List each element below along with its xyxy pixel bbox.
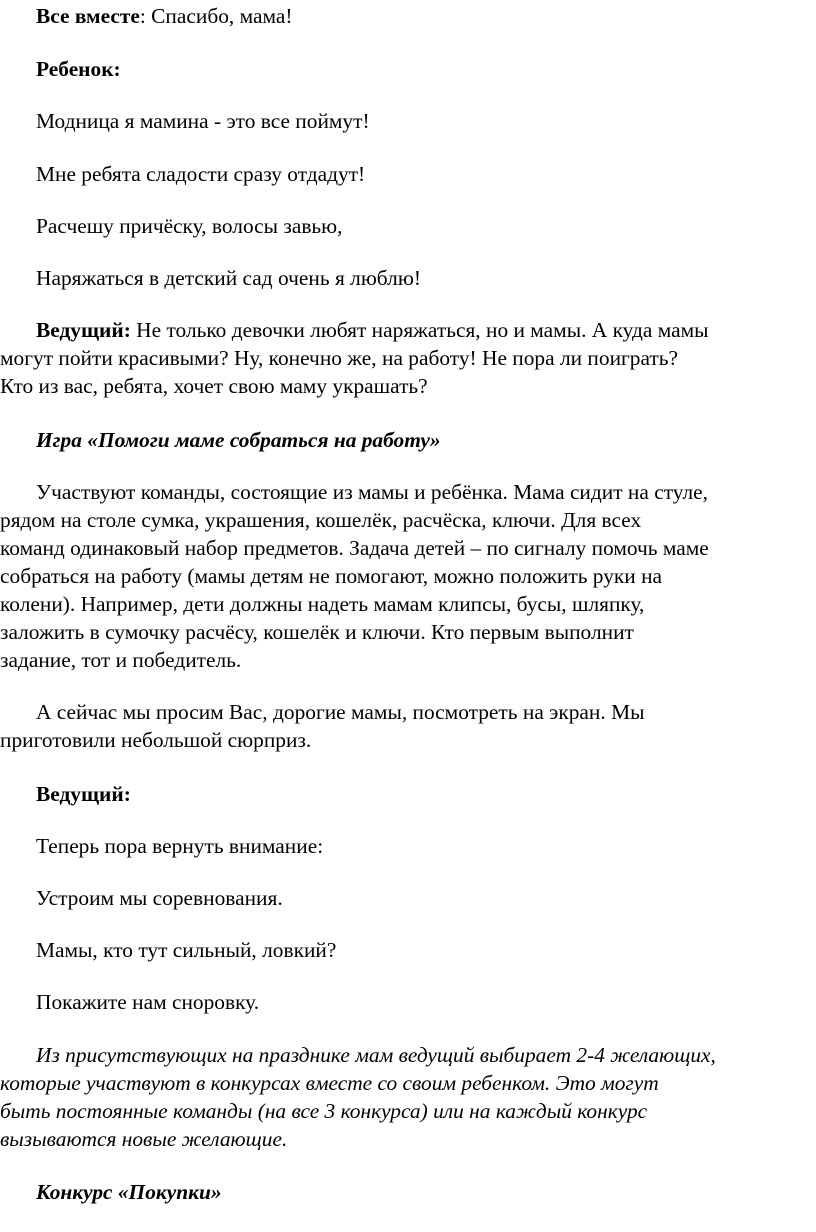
game-heading: Игра «Помоги маме собраться на работу»	[36, 428, 441, 452]
poem-line: Устроим мы соревнования.	[36, 886, 283, 910]
paragraph-surprise: А сейчас мы просим Вас, дорогие мамы, посмотреть на экран. Мы приготовили небольшой сюрприз.	[0, 700, 645, 752]
contest-heading: Конкурс «Покупки»	[36, 1180, 222, 1204]
paragraph-child-speaker	[0, 55, 816, 83]
paragraph-stage-direction: Из присутствующих на празднике мам ведущий выбирает 2-4 желающих, которые участвуют в конкурсах вместе со своим ребенком. Это могут быть постоянные команды (на все 3 конкурса) или на каждый конкурс вызываются новые желающие.	[0, 1043, 716, 1151]
paragraph-game-description: Участвуют команды, состоящие из мамы и ребёнка. Мама сидит на стуле, рядом на столе сумка, украшения, кошелёк, расчёска, ключи. Для всех команд одинаковый набор предметов. Задача детей – по сигналу помочь маме собраться на работу (мамы детям не помогают, можно положить руки на колени). Например, дети должны надеть мамам клипсы, бусы, шляпку, заложить в сумочку расчёсу, кошелёк и ключи. Кто первым выполнит задание, тот и победитель.	[0, 480, 709, 672]
poem-line: Теперь пора вернуть внимание:	[36, 834, 324, 858]
paragraph-all-together	[0, 2, 816, 30]
speaker-label: Все вместе	[36, 4, 140, 28]
speaker-label: Ребенок:	[36, 57, 121, 81]
poem-line: Покажите нам сноровку.	[36, 990, 260, 1014]
paragraph-host-speaker	[0, 780, 816, 808]
speaker-label: Ведущий:	[36, 318, 131, 342]
poem-line: Модница я мамина - это все поймут!	[36, 109, 370, 133]
poem-line: Наряжаться в детский сад очень я люблю!	[36, 266, 421, 290]
poem-line: Мамы, кто тут сильный, ловкий?	[36, 938, 337, 962]
paragraph-text: : Спасибо, мама!	[139, 4, 293, 28]
poem-line: Расчешу причёску, волосы завью,	[36, 214, 343, 238]
paragraph-host-speech: Ведущий: Не только девочки любят наряжаться, но и мамы. А куда мамы могут пойти красивыми? Ну, конечно же, на работу! Не пора ли поиграть? Кто из вас, ребята, хочет свою маму украшать?	[0, 318, 709, 398]
speaker-label: Ведущий:	[36, 782, 131, 806]
poem-line: Мне ребята сладости сразу отдадут!	[36, 162, 366, 186]
